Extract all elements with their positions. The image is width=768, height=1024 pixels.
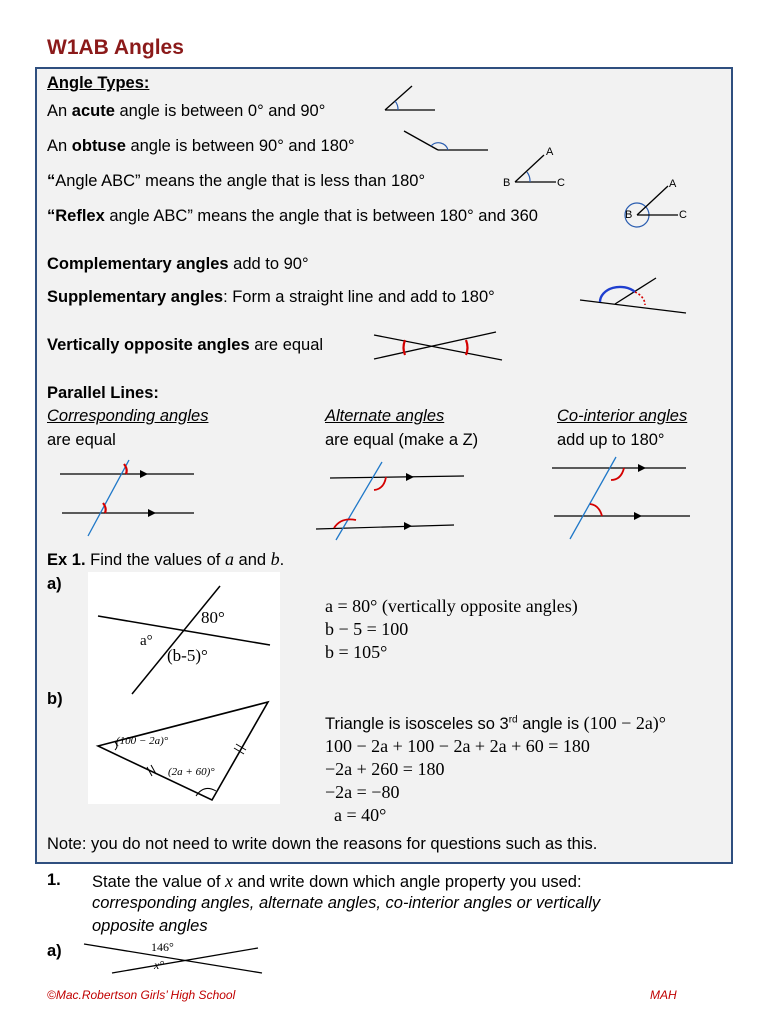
example-b-bottom-angle-label: (2a + 60)° <box>168 766 215 778</box>
reflex-label-c: C <box>679 209 687 221</box>
footer-author: MAH <box>650 988 677 1002</box>
question-options-line-1: corresponding angles, alternate angles, co-interior angles or vertically <box>92 894 601 912</box>
example-b-intro: Triangle is isosceles so 3rd angle is (100 − 2a)° <box>325 713 666 733</box>
reflex-angle-diagram <box>618 176 688 236</box>
example-a-figure <box>88 572 280 702</box>
reflex-definition: “Reflex angle ABC” means the angle that is between 180° and 360 <box>47 207 538 225</box>
example-a-a-label: a° <box>140 633 153 649</box>
alternate-text: are equal (make a Z) <box>325 431 479 449</box>
example-a-solution-2: b − 5 = 100 <box>325 619 409 639</box>
corresponding-heading: Corresponding angles <box>47 407 209 425</box>
angle-abc-label-a: A <box>546 146 554 158</box>
supplementary-definition: Supplementary angles: Form a straight line and add to 180° <box>47 288 495 306</box>
obtuse-angle-diagram <box>400 128 490 156</box>
corresponding-text: are equal <box>47 431 116 449</box>
question-options-line-2: opposite angles <box>92 917 208 935</box>
example-b-solution-3: −2a = −80 <box>325 782 400 802</box>
question-text: State the value of x and write down which angle property you used: <box>92 871 582 891</box>
angle-abc-label-c: C <box>557 177 565 189</box>
example-part-a-label: a) <box>47 575 62 593</box>
page-title: W1AB Angles <box>47 36 184 59</box>
acute-angle-diagram <box>380 82 440 112</box>
cointerior-angles-diagram <box>550 455 692 540</box>
question-part-a-label: a) <box>47 942 62 960</box>
example-b-solution-4: a = 40° <box>325 805 387 825</box>
angle-types-heading: Angle Types: <box>47 74 150 92</box>
cointerior-heading: Co-interior angles <box>557 407 688 425</box>
question-number: 1. <box>47 871 61 889</box>
alternate-angles-diagram <box>314 460 469 540</box>
example-a-solution-3: b = 105° <box>325 642 388 662</box>
parallel-heading: Parallel Lines: <box>47 384 159 402</box>
vertically-opposite-definition: Vertically opposite angles are equal <box>47 336 324 354</box>
example-b-solution-2: −2a + 260 = 180 <box>325 759 445 779</box>
obtuse-definition: An obtuse angle is between 90° and 180° <box>47 137 355 155</box>
example-heading: Ex 1. Find the values of a and b. <box>47 549 285 569</box>
example-part-b-label: b) <box>47 690 63 708</box>
reflex-label-a: A <box>669 178 677 190</box>
example-a-b5-label: (b-5)° <box>167 646 208 665</box>
complementary-definition: Complementary angles add to 90° <box>47 255 309 273</box>
example-a-solution-1: a = 80° (vertically opposite angles) <box>325 596 578 616</box>
acute-definition: An acute angle is between 0° and 90° <box>47 102 326 120</box>
vertically-opposite-diagram <box>372 330 504 362</box>
angle-abc-label-b: B <box>503 177 511 189</box>
corresponding-angles-diagram <box>58 458 198 538</box>
cointerior-text: add up to 180° <box>557 431 665 449</box>
example-b-figure <box>88 696 280 804</box>
supplementary-diagram <box>578 275 688 317</box>
example-b-top-angle-label: (100 − 2a)° <box>116 735 169 747</box>
alternate-heading: Alternate angles <box>325 407 445 425</box>
angle-abc-definition: “Angle ABC” means the angle that is less than 180° <box>47 172 426 190</box>
example-a-80-label: 80° <box>201 608 225 627</box>
question-a-146-label: 146° <box>151 940 174 954</box>
footer-copyright: ©Mac.Robertson Girls’ High School <box>47 988 236 1002</box>
question-a-x-label: x° <box>154 958 165 972</box>
example-b-solution-1: 100 − 2a + 100 − 2a + 2a + 60 = 180 <box>325 736 590 756</box>
example-note: Note: you do not need to write down the reasons for questions such as this. <box>47 835 598 853</box>
reflex-label-b: B <box>625 209 633 221</box>
